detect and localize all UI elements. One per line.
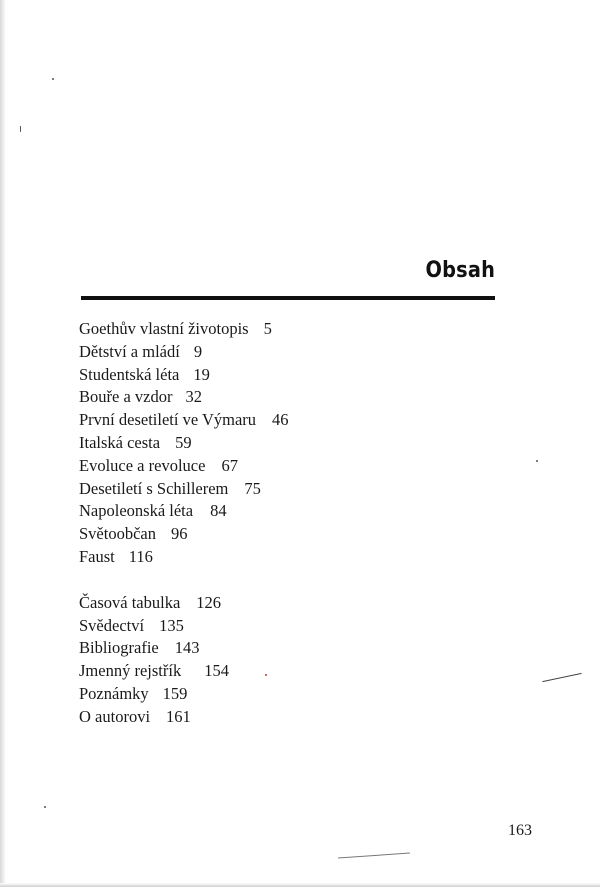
- toc-entry-page: 84: [210, 501, 227, 521]
- toc-entry[interactable]: [79, 683, 289, 706]
- toc-entry-title: Bouře a vzdor: [79, 387, 173, 407]
- toc-entry-title: Faust: [79, 546, 115, 566]
- toc-entry[interactable]: [79, 386, 289, 409]
- toc-entry[interactable]: [79, 364, 289, 387]
- toc-entry[interactable]: [79, 660, 289, 683]
- toc-entry-page: 116: [128, 546, 153, 566]
- toc-entry-page: 96: [170, 524, 188, 544]
- toc-entry[interactable]: [79, 500, 289, 523]
- toc-entry-page: 135: [159, 615, 184, 635]
- scan-speck: [20, 126, 21, 132]
- toc-entry-page: 59: [175, 432, 192, 452]
- toc-entry-page: 32: [185, 387, 202, 407]
- toc-entry-page: 126: [196, 592, 222, 612]
- toc-entry[interactable]: [79, 706, 289, 729]
- toc-entry[interactable]: [79, 592, 289, 615]
- toc-entry-page: 19: [193, 364, 210, 384]
- scan-speck: [44, 806, 46, 808]
- pencil-mark: [542, 673, 581, 682]
- toc-entry-title: Evoluce a revoluce: [79, 455, 206, 475]
- toc-entry-title: Svědectví: [79, 615, 145, 635]
- toc-entry[interactable]: [79, 432, 289, 455]
- scan-speck: [52, 78, 54, 80]
- table-of-contents: [79, 318, 289, 729]
- toc-entry[interactable]: [79, 341, 289, 364]
- toc-entry[interactable]: [79, 455, 289, 478]
- toc-entry-title: Světoobčan: [79, 524, 156, 544]
- toc-entry-title: Dětství a mládí: [79, 341, 180, 361]
- toc-entry[interactable]: [79, 615, 289, 638]
- toc-entry-title: Italská cesta: [79, 432, 161, 452]
- toc-entry[interactable]: [79, 409, 289, 432]
- toc-entry[interactable]: [79, 478, 289, 501]
- toc-entry-page: 159: [162, 683, 188, 703]
- scan-speck: [536, 460, 538, 462]
- toc-entry-title: První desetiletí ve Výmaru: [79, 410, 257, 430]
- toc-entry-title: Bibliografie: [79, 638, 159, 658]
- toc-entry-title: Goethův vlastní životopis: [79, 319, 249, 338]
- toc-entry[interactable]: [79, 546, 289, 569]
- pencil-mark: [338, 852, 410, 858]
- toc-entry[interactable]: [79, 523, 289, 546]
- page-title: Obsah: [425, 258, 495, 283]
- toc-entry-title: O autorovi: [79, 706, 151, 726]
- toc-entry-title: Časová tabulka: [79, 592, 181, 612]
- toc-entry-page: 75: [244, 478, 261, 498]
- toc-appendix-list: [79, 592, 289, 729]
- toc-entry-page: 161: [166, 706, 191, 726]
- toc-entry-title: Jmenný rejstřík: [79, 661, 182, 681]
- toc-entry[interactable]: [79, 318, 289, 341]
- toc-entry-page: 67: [221, 455, 238, 475]
- toc-entry[interactable]: [79, 637, 289, 660]
- page-bottom-shadow: [0, 883, 600, 887]
- toc-entry-title: Studentská léta: [79, 364, 180, 384]
- page-edge-shadow: [0, 0, 6, 887]
- toc-main-list: [79, 318, 289, 569]
- toc-entry-page: 5: [263, 319, 272, 338]
- toc-entry-page: 143: [174, 638, 200, 658]
- toc-entry-page: 46: [272, 410, 289, 430]
- toc-entry-title: Poznámky: [79, 683, 149, 703]
- toc-entry-title: Napoleonská léta: [79, 501, 194, 521]
- page-number: 163: [508, 822, 532, 839]
- title-divider: [81, 296, 495, 300]
- toc-entry-page: 154: [204, 661, 229, 681]
- toc-entry-title: Desetiletí s Schillerem: [79, 478, 229, 498]
- toc-entry-page: 9: [193, 341, 203, 361]
